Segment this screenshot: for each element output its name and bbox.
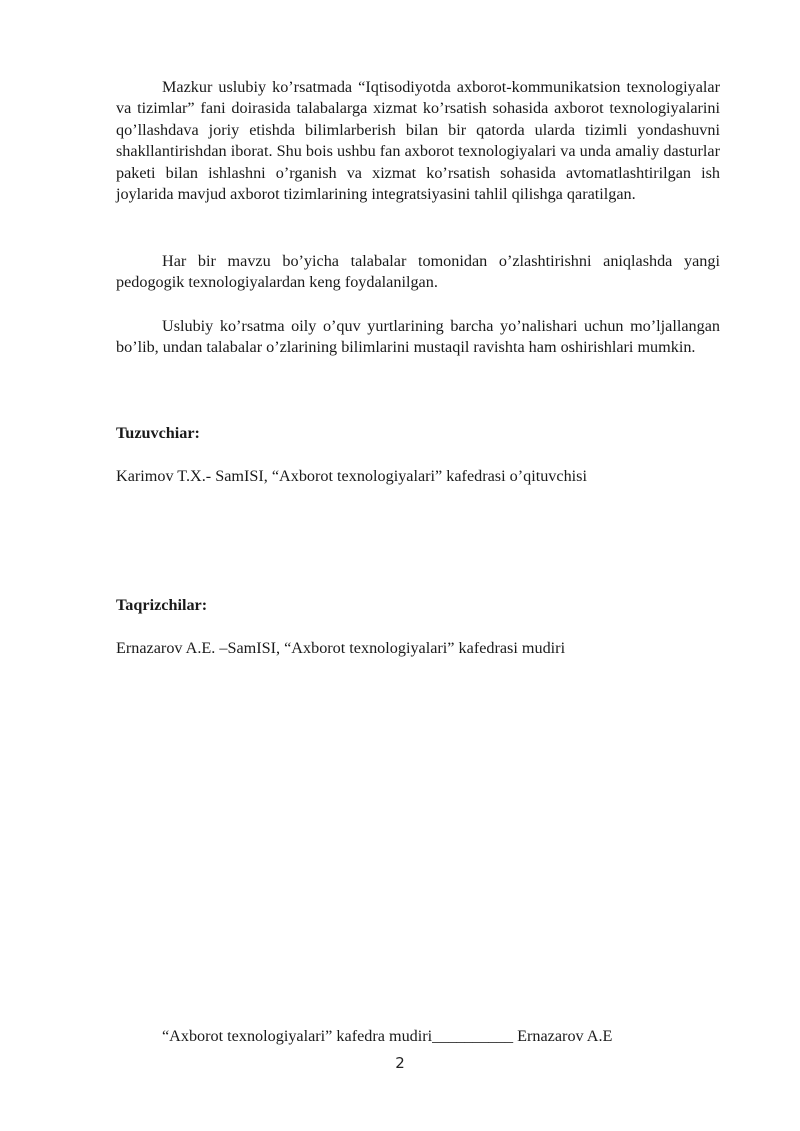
- methods-paragraph: Har bir mavzu bo’yicha talabalar tomonidan o’zlashtirishni aniqlashda yangi pedogogik texnologiyalardan keng foydalanilgan.: [116, 252, 720, 292]
- reviewers-heading: Taqrizchilar:: [116, 596, 208, 614]
- page-number: 2: [395, 1054, 405, 1072]
- purpose-paragraph: Uslubiy ko’rsatma oily o’quv yurtlarining barcha yo’nalishari uchun mo’ljallangan bo’lib, undan talabalar o’zlarining bilimlarini mustaqil ravishta ham oshirishlari mumkin.: [116, 317, 720, 357]
- reviewer-name: Ernazarov A.E. –SamISI, “Axborot texnologiyalari” kafedrasi mudiri: [116, 639, 566, 657]
- signature-line: “Axborot texnologiyalari” kafedra mudiri__________ Ernazarov A.E: [162, 1027, 613, 1045]
- compilers-heading: Tuzuvchiar:: [116, 424, 200, 442]
- compiler-name: Karimov T.X.- SamISI, “Axborot texnologiyalari” kafedrasi o’qituvchisi: [116, 467, 587, 485]
- intro-paragraph: Mazkur uslubiy ko’rsatmada “Iqtisodiyotda axborot-kommunikatsion texnologiyalar va tizimlar” fani doirasida talabalarga xizmat ko’rsatish sohasida axborot texnologiyalarini qo’llashdava joriy etishda bilimlarberish bilan bir qatorda ularda tizimli yondashuvni shakllantirishdan iborat. Shu bois ushbu fan axborot texnologiyalari va unda amaliy dasturlar paketi bilan ishlashni o’rganish va xizmat ko’rsatish sohasida avtomatlashtirilgan ish joylarida mavjud axborot tizimlarining integratsiyasini tahlil qilishga qaratilgan.: [116, 78, 720, 204]
